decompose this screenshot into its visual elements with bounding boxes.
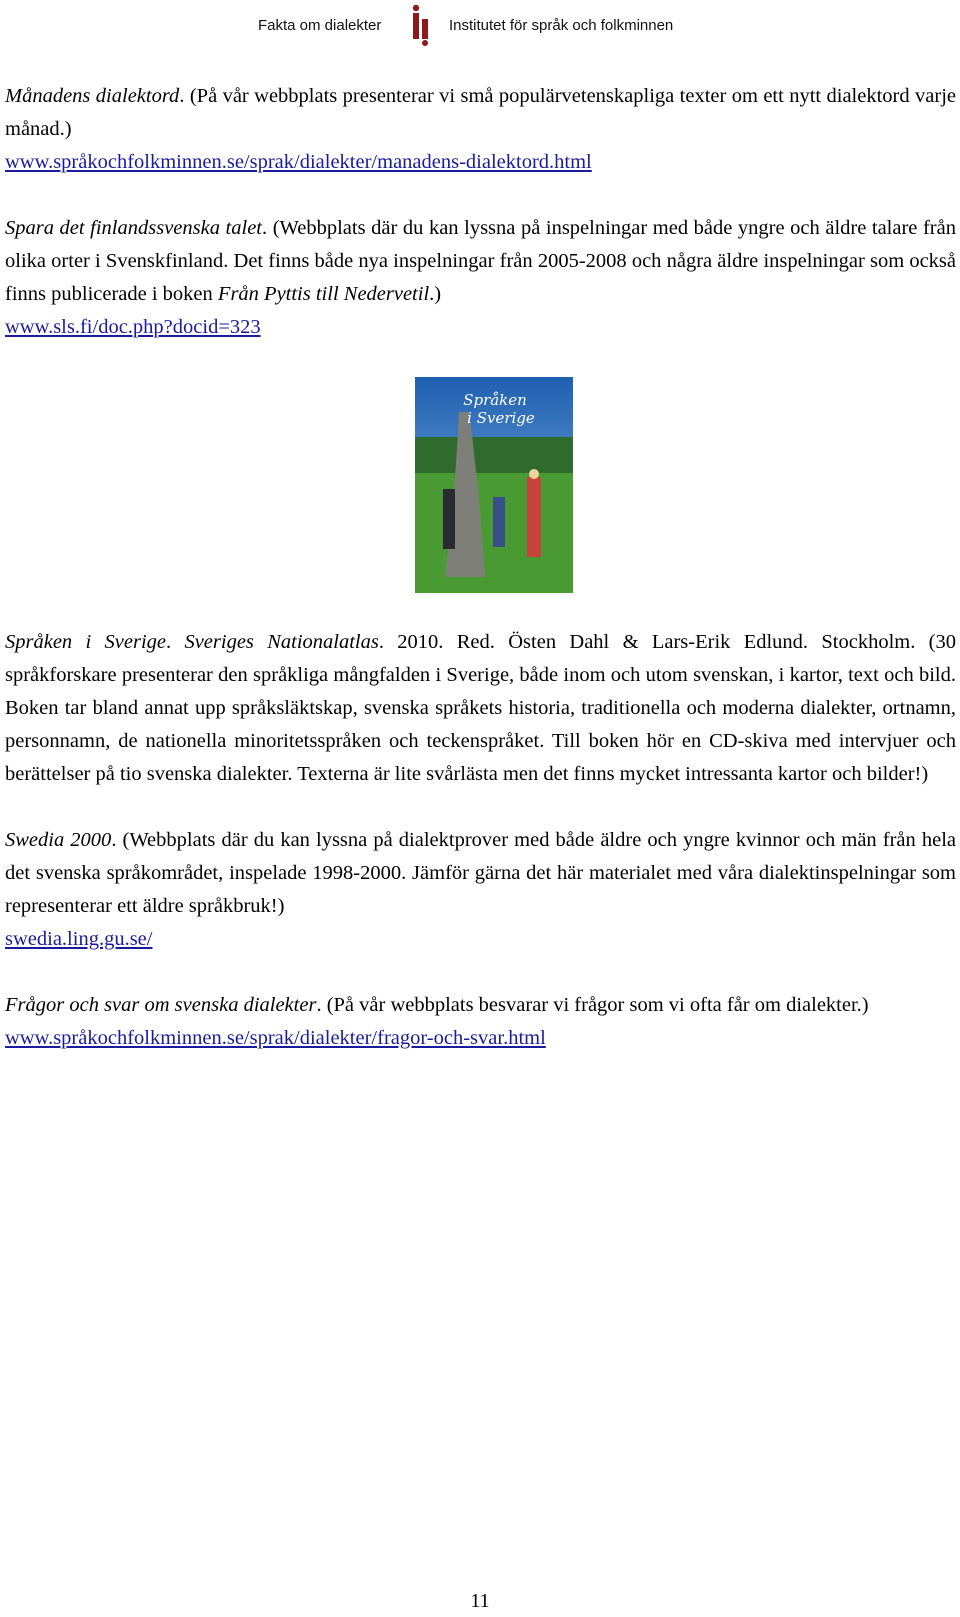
cover-title-line1: Språken [463,391,527,409]
entry-link[interactable]: www.språkochfolkminnen.se/sprak/dialekter/manadens-dialektord.html [5,151,592,173]
header-right-title: Institutet för språk och folkminnen [449,17,674,34]
entry-swedia-2000 [5,824,956,956]
entry-spraken-i-sverige [5,377,956,791]
header-left-title: Fakta om dialekter [258,17,382,34]
series-title: Sveriges Nationalatlas [184,631,379,653]
entry-title: Månadens dialektord [5,85,180,107]
entry-title: Swedia 2000 [5,829,112,851]
entry-title: Språken i Sverige [5,631,166,653]
entry-text: Månadens dialektord. (På vår webbplats presenterar vi små populärvetenskapliga texter om ett nytt dialektord varje månad.) [5,85,956,140]
entry-description: (Webbplats där du kan lyssna på inspelningar med både yngre och äldre talare från olika orter i Svenskfinland. Det finns både nya inspelningar från 2005-2008 och några äldre inspelningar som också finns publicerade i boken [5,217,956,305]
entry-link[interactable]: swedia.ling.gu.se/ [5,928,153,950]
entry-link[interactable]: www.sls.fi/doc.php?docid=323 [5,316,261,338]
cover-title-line2: i Sverige [467,409,535,427]
isof-logo-icon [410,3,436,47]
entry-title: Frågor och svar om svenska dialekter [5,994,317,1016]
entry-text: Swedia 2000. (Webbplats där du kan lyssna på dialektprover med både äldre och yngre kvinnor och män från hela det svenska språkområdet, inspelade 1998-2000. Jämför gärna det här materialet med våra dialektinspelningar som representerar ett äldre språkbruk!) [5,829,957,917]
entry-text: Spara det finlandssvenska talet. (Webbplats där du kan lyssna på inspelningar med både yngre och äldre talare från olika orter i Svenskfinland. Det finns både nya inspelningar från 2005-2008 och några äldre inspelningar som också finns publicerade i boken Från Pyttis till Nedervetil.) [5,217,956,305]
book-cover-image [415,377,573,593]
entry-text: Frågor och svar om svenska dialekter. (På vår webbplats besvarar vi frågor som vi ofta får om dialekter.) [5,994,869,1016]
entry-description: (Webbplats där du kan lyssna på dialektprover med både äldre och yngre kvinnor och män från hela det svenska språkområdet, inspelade 1998-2000. Jämför gärna det här materialet med våra dialektinspelningar som representerar ett äldre språkbruk!) [5,829,957,917]
book-title: Från Pyttis till Nedervetil [217,283,430,305]
entry-title: Spara det finlandssvenska talet [5,217,262,239]
entry-text: Språken i Sverige. Sveriges Nationalatlas. 2010. Red. Östen Dahl & Lars-Erik Edlund. Stockholm. (30 språkforskare presenterar den språkliga mångfalden i Sverige, både inom och utom svenskan, i kartor, text och bild. Boken tar bland annat upp språksläktskap, svenska språkets historia, traditionella och moderna dialekter, ortnamn, personnamn, de nationella minoritetsspråken och teckenspråket. Till boken hör en CD-skiva med intervjuer och berättelser på tio svenska dialekter. Texterna är lite svårlästa men det finns mycket intressanta kartor och bilder!) [5,631,956,785]
entry-description: (På vår webbplats presenterar vi små populärvetenskapliga texter om ett nytt dialektord varje månad.) [5,85,956,140]
page-header [0,0,960,50]
entry-manadens-dialektord [5,80,956,179]
entry-description: . 2010. Red. Östen Dahl & Lars-Erik Edlund. Stockholm. (30 språkforskare presenterar den språkliga mångfalden i Sverige, både inom och utom svenskan, i kartor, text och bild. Boken tar bland annat upp språksläktskap, svenska språkets historia, traditionella och moderna dialekter, ortnamn, personnamn, de nationella minoritetsspråken och teckenspråket. Till boken hör en CD-skiva med intervjuer och berättelser på tio svenska dialekter. Texterna är lite svårlästa men det finns mycket intressanta kartor och bilder!) [5,631,956,785]
entry-description: (På vår webbplats besvarar vi frågor som vi ofta får om dialekter.) [321,994,869,1016]
page-number: 11 [470,1590,490,1612]
entry-fragor-och-svar [5,989,956,1055]
document-body [5,80,956,1088]
entry-link[interactable]: www.språkochfolkminnen.se/sprak/dialekter/fragor-och-svar.html [5,1027,546,1049]
entry-finlandssvenska [5,212,956,344]
